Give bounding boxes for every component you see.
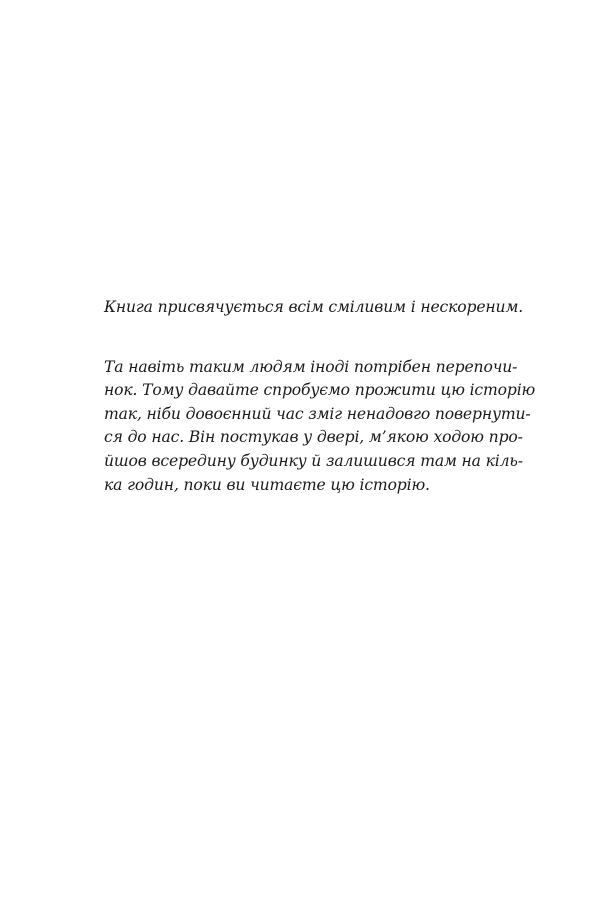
paragraph-line: нок. Тому давайте спробуємо прожити цю історію xyxy=(104,381,536,400)
paragraph-line: Та навіть таким людям іноді потрібен перепочи- xyxy=(104,357,518,376)
dedication-line: Книга присвячується всім сміливим і нескореним. xyxy=(104,298,524,316)
dedication-paragraph xyxy=(104,356,536,498)
paragraph-line: йшов всередину будинку й залишився там на кіль- xyxy=(104,451,523,470)
dedication-text-block xyxy=(104,296,536,497)
paragraph-line: так, ніби довоєнний час зміг ненадовго повернути- xyxy=(104,404,531,423)
paragraph-line: ся до нас. Він постукав у двері, м’якою ходою про- xyxy=(104,428,523,447)
paragraph-line: ка годин, поки ви читаєте цю історію. xyxy=(104,475,430,494)
